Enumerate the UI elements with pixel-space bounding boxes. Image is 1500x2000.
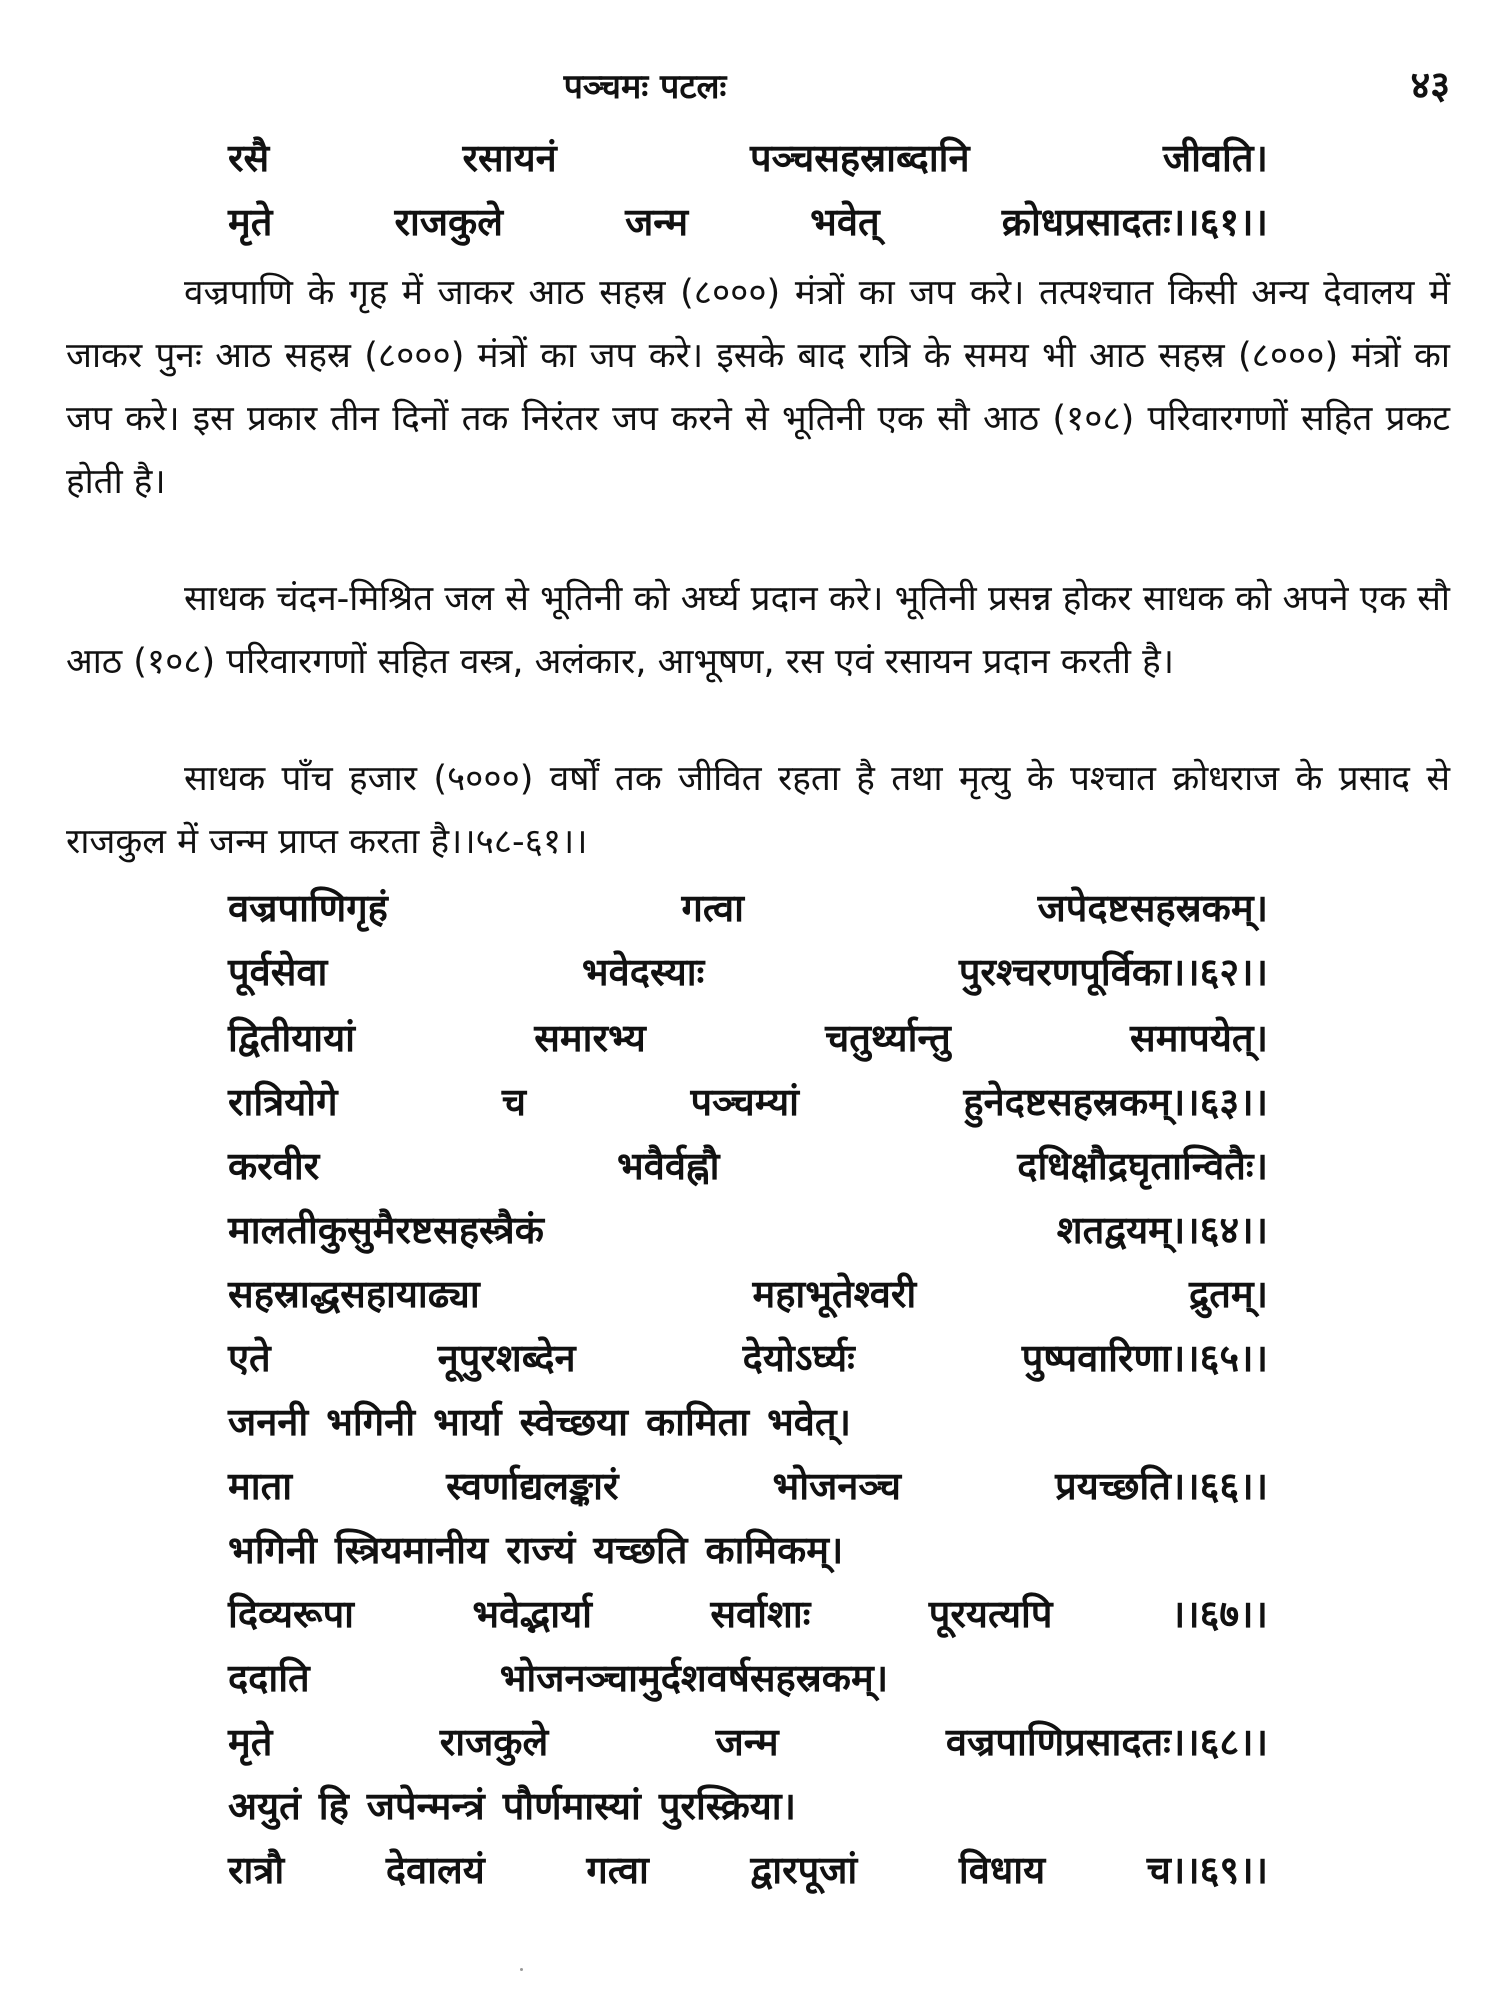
verse-line bbox=[228, 1070, 1268, 1134]
verse-word: भवेदस्याः bbox=[581, 950, 705, 994]
verse-word: पञ्चसहस्राब्दानि bbox=[750, 136, 970, 180]
verse-word: करवीर bbox=[228, 1144, 320, 1188]
paragraph-text: साधक चंदन-मिश्रित जल से भूतिनी को अर्घ्य प्रदान करे। भूतिनी प्रसन्न होकर साधक को अपने एक सौ आठ (१०८) परिवारगणों सहित वस्त्र, अलंकार, आभूषण, रस एवं रसायन प्रदान करती है। bbox=[66, 579, 1450, 682]
verse-word: भवेत्। bbox=[767, 1400, 851, 1444]
verse-word: च bbox=[501, 1080, 527, 1124]
verse-word: यच्छति bbox=[593, 1528, 688, 1572]
verse-word: महाभूतेश्वरी bbox=[752, 1272, 917, 1316]
verse-word: भगिनी bbox=[326, 1400, 416, 1444]
verse-word: वज्रपाणिप्रसादतः।।६८।। bbox=[945, 1720, 1268, 1764]
verse-line bbox=[228, 1134, 1268, 1198]
verse-word: प्रयच्छति।।६६।। bbox=[1055, 1464, 1268, 1508]
verse-word: ।।६७।। bbox=[1170, 1592, 1268, 1636]
verse-word: दधिक्षौद्रघृतान्वितैः। bbox=[1017, 1144, 1268, 1188]
verse-line bbox=[228, 1326, 1268, 1390]
verse-word: द्रुतम्। bbox=[1189, 1272, 1268, 1316]
verse-line bbox=[228, 1454, 1268, 1518]
verse-word: स्त्रियमानीय bbox=[334, 1528, 489, 1572]
verse-word: हि bbox=[318, 1784, 349, 1828]
verse-line bbox=[228, 1774, 1268, 1838]
verse-word: ददाति bbox=[228, 1656, 310, 1700]
verse-word: नूपुरशब्देन bbox=[437, 1336, 576, 1380]
verse-word: पूर्वसेवा bbox=[228, 950, 328, 994]
verse-word: राजकुले bbox=[439, 1720, 549, 1764]
verse-word: गत्वा bbox=[586, 1848, 649, 1892]
print-speck bbox=[520, 1968, 523, 1971]
verse-word: क्रोधप्रसादतः।।६१।। bbox=[1001, 200, 1268, 244]
verse-word: द्वारपूजां bbox=[750, 1848, 858, 1892]
verse-word: हुनेदष्टसहस्रकम्।।६३।। bbox=[963, 1080, 1268, 1124]
verse-word: पुरस्क्रिया। bbox=[658, 1784, 797, 1828]
verse-line bbox=[228, 940, 1268, 1004]
verse-word: भवैर्वह्नौ bbox=[617, 1144, 720, 1188]
page-header bbox=[0, 62, 1500, 112]
verse-line bbox=[228, 1006, 1268, 1070]
verse-word: कामिता bbox=[645, 1400, 750, 1444]
verse-word: रात्रौ bbox=[228, 1848, 285, 1892]
commentary-paragraph bbox=[66, 748, 1450, 874]
verse-word: चतुर्थ्यान्तु bbox=[825, 1016, 951, 1060]
verse-line bbox=[228, 1518, 1268, 1582]
verse-line bbox=[228, 1262, 1268, 1326]
commentary-paragraph bbox=[66, 262, 1450, 514]
verse-word: एते bbox=[228, 1336, 271, 1380]
verse-word: पञ्चम्यां bbox=[690, 1080, 799, 1124]
verse-word: पौर्णमास्यां bbox=[502, 1784, 641, 1828]
verse-68 bbox=[228, 1646, 1268, 1774]
verse-word: स्वेच्छया bbox=[519, 1400, 628, 1444]
verse-61 bbox=[228, 126, 1268, 254]
verse-word: द्वितीयायां bbox=[228, 1016, 355, 1060]
verse-line bbox=[228, 1710, 1268, 1774]
verse-word: पुष्पवारिणा।।६५।। bbox=[1021, 1336, 1268, 1380]
verse-69 bbox=[228, 1774, 1268, 1902]
verse-word: जन्म bbox=[715, 1720, 779, 1764]
verse-word: च।।६९।। bbox=[1146, 1848, 1268, 1892]
verse-word: कामिकम्। bbox=[705, 1528, 844, 1572]
verse-word: मालतीकुसुमैरष्टसहस्त्रैकं bbox=[228, 1208, 544, 1252]
verse-word: वज्रपाणिगृहं bbox=[228, 886, 388, 930]
verse-word: माता bbox=[228, 1464, 293, 1508]
verse-line bbox=[228, 876, 1268, 940]
page-number: ४३ bbox=[1410, 63, 1450, 107]
verse-word: जननी bbox=[228, 1400, 309, 1444]
verse-word: देयोऽर्घ्यः bbox=[742, 1336, 855, 1380]
verse-word: गत्वा bbox=[681, 886, 744, 930]
verse-line bbox=[228, 126, 1268, 190]
verse-word: भार्या bbox=[433, 1400, 502, 1444]
verse-word: दिव्यरूपा bbox=[228, 1592, 355, 1636]
verse-67 bbox=[228, 1518, 1268, 1646]
verse-line bbox=[228, 1838, 1268, 1902]
verse-word: सर्वाशाः bbox=[710, 1592, 811, 1636]
verse-66 bbox=[228, 1390, 1268, 1518]
verse-word: भवेत् bbox=[810, 200, 880, 244]
verse-word: भगिनी bbox=[228, 1528, 317, 1572]
verse-word: विधाय bbox=[958, 1848, 1046, 1892]
verse-word: जपेन्मन्त्रं bbox=[366, 1784, 485, 1828]
verse-word: जन्म bbox=[625, 200, 689, 244]
verse-word: रसै bbox=[228, 136, 270, 180]
verse-word: स्वर्णाद्यलङ्कारं bbox=[446, 1464, 619, 1508]
verse-line bbox=[228, 1198, 1268, 1262]
verse-62 bbox=[228, 876, 1268, 1004]
verse-word: राजकुले bbox=[394, 200, 503, 244]
verse-word: जीवति। bbox=[1162, 136, 1268, 180]
commentary-paragraph bbox=[66, 568, 1450, 694]
verse-line bbox=[228, 1582, 1268, 1646]
verse-word: मृते bbox=[228, 1720, 273, 1764]
verse-word: मृते bbox=[228, 200, 273, 244]
verse-word: समारभ्य bbox=[534, 1016, 646, 1060]
verse-word: सहस्राद्धसहायाढ्या bbox=[228, 1272, 480, 1316]
verse-word: शतद्वयम्।।६४।। bbox=[1056, 1208, 1268, 1252]
verse-word: रात्रियोगे bbox=[228, 1080, 338, 1124]
verse-word: जपेदष्टसहस्रकम्। bbox=[1037, 886, 1268, 930]
verse-word: भवेद्भार्या bbox=[472, 1592, 592, 1636]
verse-word: देवालयं bbox=[385, 1848, 485, 1892]
verse-word: अयुतं bbox=[228, 1784, 301, 1828]
verse-line bbox=[228, 190, 1268, 254]
verse-word: पुरश्चरणपूर्विका।।६२।। bbox=[958, 950, 1268, 994]
verse-word: राज्यं bbox=[506, 1528, 576, 1572]
verse-65 bbox=[228, 1262, 1268, 1390]
paragraph-text: साधक पाँच हजार (५०००) वर्षों तक जीवित रहता है तथा मृत्यु के पश्चात क्रोधराज के प्रसाद से राजकुल में जन्म प्राप्त करता है।।५८-६१।। bbox=[66, 759, 1450, 862]
verse-word: भोजनञ्च bbox=[772, 1464, 902, 1508]
verse-word: समापयेत्। bbox=[1130, 1016, 1268, 1060]
verse-line bbox=[228, 1390, 1268, 1454]
verse-word: रसायनं bbox=[462, 136, 557, 180]
running-title: पञ्चमः पटलः bbox=[563, 67, 727, 107]
verse-word: भोजनञ्चामुर्दशवर्षसहस्रकम्। bbox=[499, 1656, 889, 1700]
verse-63 bbox=[228, 1006, 1268, 1134]
paragraph-text: वज्रपाणि के गृह में जाकर आठ सहस्र (८०००) मंत्रों का जप करे। तत्पश्चात किसी अन्य देवालय में जाकर पुनः आठ सहस्र (८०००) मंत्रों का जप करे। इसके बाद रात्रि के समय भी आठ सहस्र (८०००) मंत्रों का जप करे। इस प्रकार तीन दिनों तक निरंतर जप करने से भूतिनी एक सौ आठ (१०८) परिवारगणों सहित प्रकट होती है। bbox=[66, 273, 1450, 502]
verse-64 bbox=[228, 1134, 1268, 1262]
verse-line bbox=[228, 1646, 1268, 1710]
verse-word: पूरयत्यपि bbox=[928, 1592, 1053, 1636]
